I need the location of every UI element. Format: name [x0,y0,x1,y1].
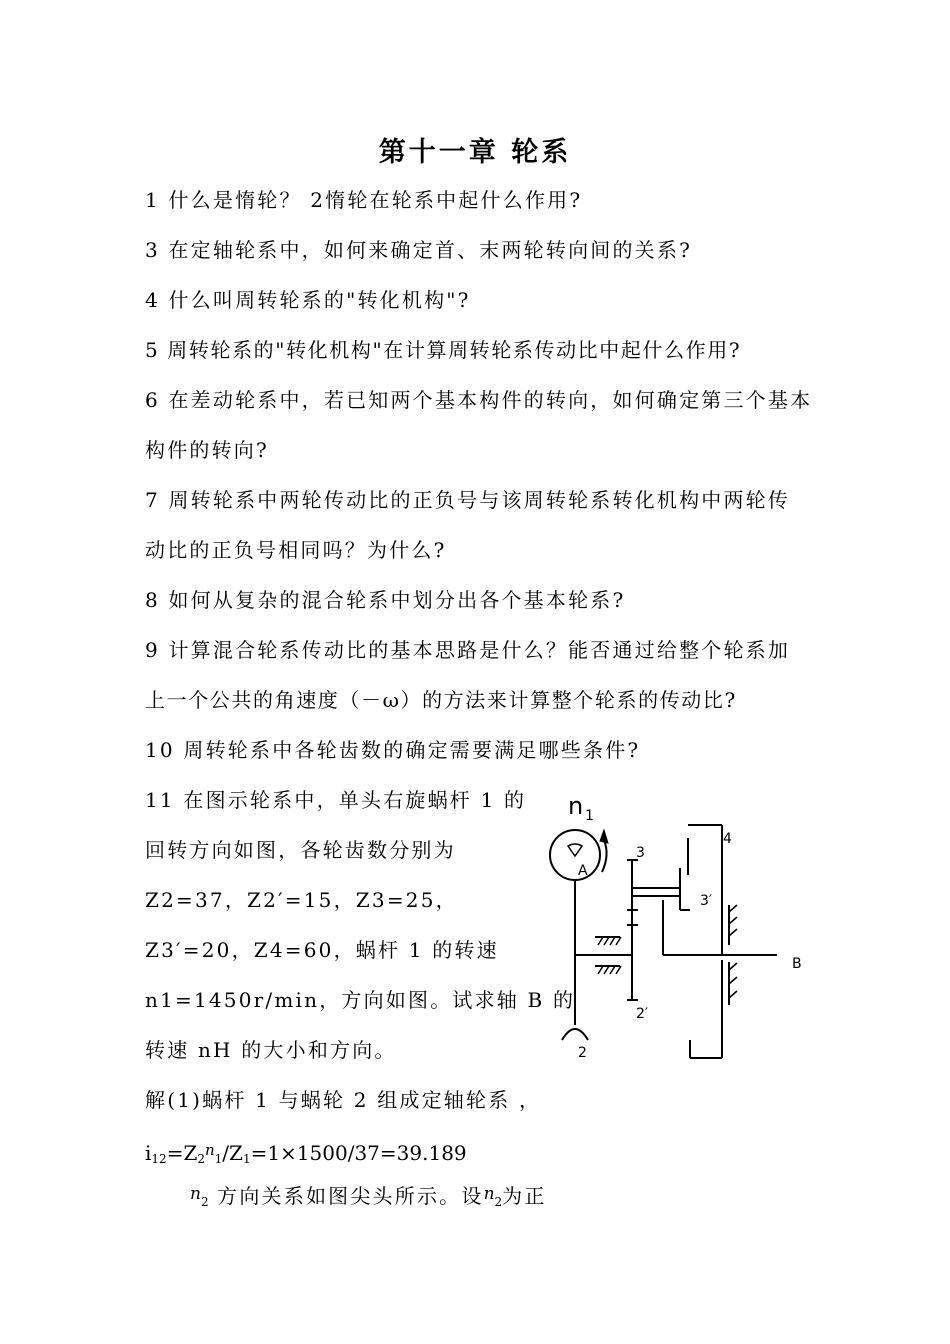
ratio-n: n [204,1141,215,1159]
label-n-sub: 1 [585,808,594,824]
question-10: 10 周转轮系中各轮齿数的确定需要满足哪些条件? [145,738,641,762]
problem-11-line1: 11 在图示轮系中，单头右旋蜗杆 1 的 [145,788,527,812]
wheel2-arc [562,1029,588,1040]
direction-n-sub: 2 [200,1195,209,1209]
rotation-arrow-head [600,830,608,843]
gear-train-diagram [540,790,810,1070]
question-6-line1: 6 在差动轮系中，若已知两个基本构件的转向，如何确定第三个基本 [145,388,813,412]
direction-n-sub-2: 2 [494,1195,503,1209]
worm-symbol [568,844,582,856]
label-gear-2p: 2′ [636,1006,649,1022]
label-gear-2: 2 [578,1045,587,1061]
ratio-eq1: =Z [166,1141,198,1165]
label-a: A [578,863,588,879]
question-5: 5 周转轮系的"转化机构"在计算周转轮系传动比中起什么作用? [145,338,742,362]
ratio-z-sub2: 1 [242,1152,251,1166]
label-n: n [568,792,584,820]
label-gear-3: 3 [636,845,645,861]
ratio-i: i [145,1141,152,1165]
problem-11-line5: n1=1450r/min，方向如图。试求轴 B 的 [145,988,576,1012]
problem-11-line6: 转速 nH 的大小和方向。 [145,1038,397,1062]
rotation-arrow [602,840,607,872]
ratio-rest: =1×1500/37=39.189 [250,1141,467,1165]
problem-11-line2: 回转方向如图，各轮齿数分别为 [145,838,456,862]
ratio-eq2: /Z [222,1141,243,1165]
direction-text2: 为正 [502,1184,547,1208]
transmission-ratio [145,1136,467,1173]
question-9-line2: 上一个公共的角速度（－ω）的方法来计算整个轮系的传动比? [145,688,737,712]
question-7-line2: 动比的正负号相同吗？为什么? [145,538,447,562]
label-gear-4: 4 [723,831,732,847]
ratio-z-sub1: 2 [197,1152,205,1166]
question-6-line2: 构件的转向? [145,438,269,462]
question-4: 4 什么叫周转轮系的"转化机构"? [145,288,471,312]
problem-11-line4: Z3′=20，Z4=60，蜗杆 1 的转速 [145,938,499,962]
solution-step1: 解(1)蜗杆 1 与蜗轮 2 组成定轴轮系 ， [145,1088,542,1112]
question-3: 3 在定轴轮系中，如何来确定首、末两轮转向间的关系? [145,238,693,262]
label-gear-3p: 3′ [700,893,713,909]
ratio-i-sub: 12 [151,1152,167,1166]
question-8: 8 如何从复杂的混合轮系中划分出各个基本轮系? [145,588,626,612]
problem-11-line3: Z2=37，Z2′=15，Z3=25， [145,888,458,912]
direction-n: n [190,1184,201,1204]
question-9-line1: 9 计算混合轮系传动比的基本思路是什么？能否通过给整个轮系加 [145,638,791,662]
direction-text1: 方向关系如图尖头所示。设 [208,1184,484,1208]
chapter-title: 第十一章 轮系 [378,137,572,168]
question-7-line1: 7 周转轮系中两轮传动比的正负号与该周转轮系转化机构中两轮传 [145,488,791,512]
direction-n-2: n [483,1184,495,1204]
question-1-2: 1 什么是惰轮？ 2惰轮在轮系中起什么作用? [145,188,583,212]
ratio-n-sub: 1 [214,1152,223,1166]
direction-line [190,1180,547,1216]
label-shaft-b: B [792,956,802,972]
